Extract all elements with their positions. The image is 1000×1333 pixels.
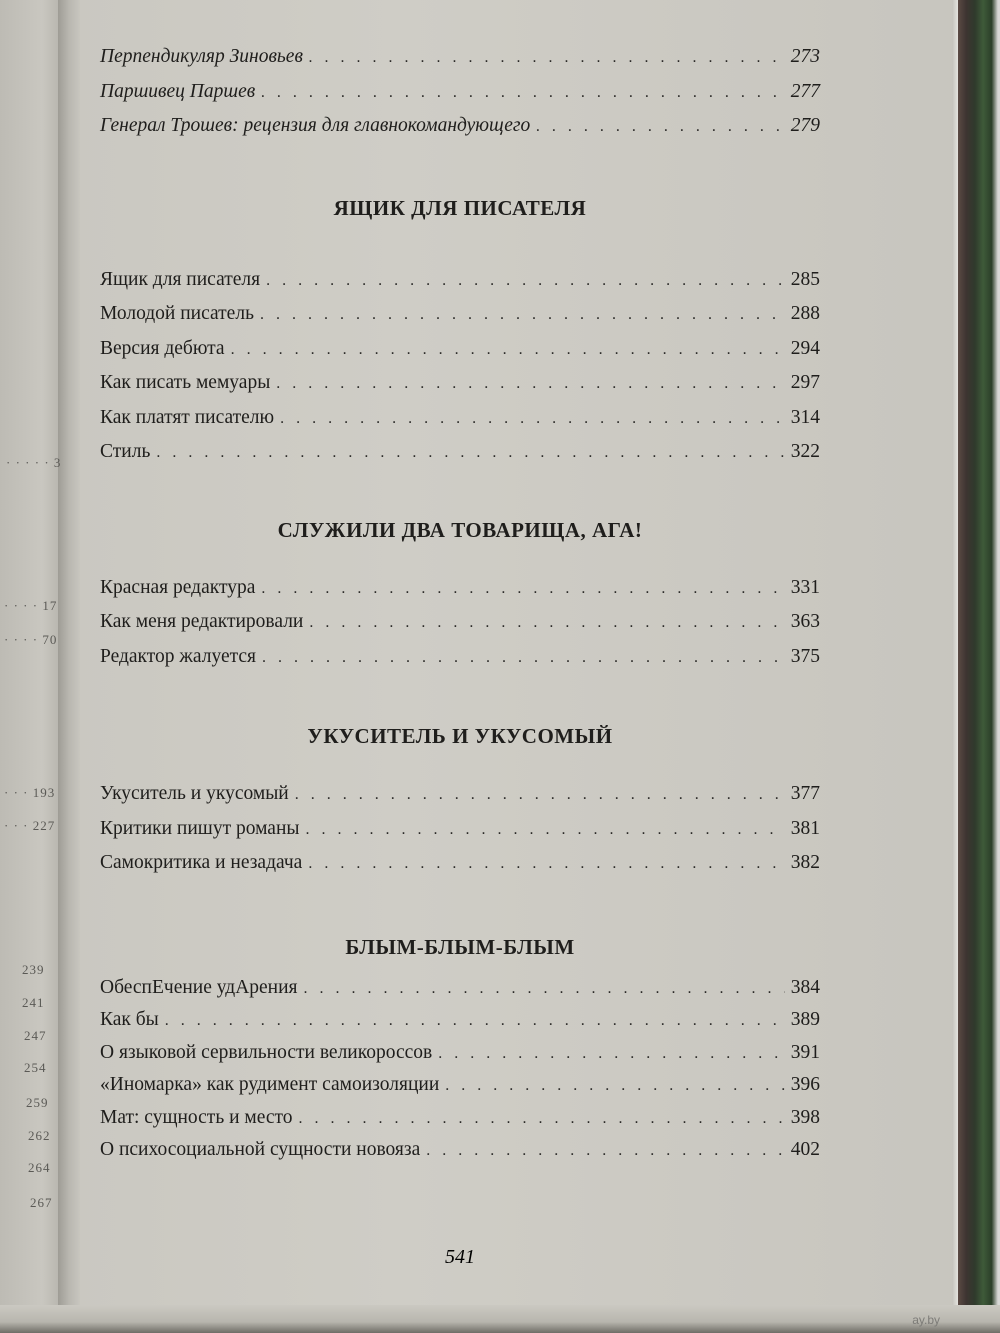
toc-entry-title: О психосоциальной сущности новояза <box>100 1139 421 1160</box>
toc-entry-title: Как платят писателю <box>100 406 275 428</box>
leader-dots <box>304 973 785 1006</box>
toc-entry <box>100 75 820 110</box>
leader-dots <box>165 1005 785 1038</box>
leader-dots <box>308 847 784 882</box>
toc-entry-title: Редактор жалуется <box>100 645 256 667</box>
toc-entry-page: 285 <box>790 268 820 290</box>
section-heading: БЛЫМ-БЛЫМ-БЛЫМ <box>345 934 575 959</box>
toc-entry-title: Критики пишут романы <box>100 817 300 839</box>
toc-entry-title: Как бы <box>100 1009 159 1030</box>
leader-dots <box>261 76 785 111</box>
toc-entry-page: 389 <box>790 1009 820 1030</box>
toc-section <box>100 196 820 470</box>
toc-entry <box>100 366 820 401</box>
toc-entry-page: 279 <box>790 115 820 136</box>
toc-entry <box>100 640 820 675</box>
toc-entry <box>100 846 820 881</box>
left-page-number: 259 <box>26 1095 49 1110</box>
toc-entry <box>100 571 820 606</box>
leader-dots <box>156 436 784 471</box>
toc-section <box>100 724 820 881</box>
toc-entry-page: 402 <box>790 1139 820 1160</box>
toc-entry-page: 331 <box>790 576 820 598</box>
page-number: 541 <box>445 1246 475 1268</box>
section-heading: ЯЩИК ДЛЯ ПИСАТЕЛЯ <box>333 195 587 220</box>
watermark: ay.by <box>912 1313 940 1327</box>
toc-section <box>100 40 820 144</box>
toc-entry <box>100 401 820 436</box>
toc-entry-title: Ящик для писателя <box>100 268 261 290</box>
leader-dots <box>276 367 784 402</box>
toc-entry-page: 381 <box>790 817 820 839</box>
toc-entry-title: Генерал Трошев: рецензия для главнокомандующего <box>100 115 531 136</box>
toc-entry <box>100 1102 820 1135</box>
left-page-number: · · · · 70 <box>4 632 58 647</box>
toc-entry-page: 294 <box>790 337 820 359</box>
toc-entry <box>100 1069 820 1102</box>
toc-entry <box>100 1134 820 1167</box>
toc-entry-title: Версия дебюта <box>100 337 225 359</box>
leader-dots <box>262 641 785 676</box>
toc-entry-page: 363 <box>790 611 820 632</box>
leader-dots <box>261 572 784 607</box>
left-page-number: · · · 227 <box>4 818 56 833</box>
left-page-number: 247 <box>24 1028 47 1043</box>
toc-entry-title: Как меня редактировали <box>100 611 304 632</box>
toc-entry-page: 277 <box>790 80 820 102</box>
toc-entry-page: 273 <box>790 46 820 67</box>
leader-dots <box>309 606 784 641</box>
toc-entry-page: 297 <box>790 372 820 393</box>
leader-dots <box>309 41 785 76</box>
toc-entry-title: Самокритика и незадача <box>100 852 303 873</box>
toc-entry-title: Перпендикуляр Зиновьев <box>100 46 303 67</box>
leader-dots <box>280 402 785 437</box>
toc-entry-page: 382 <box>790 852 820 873</box>
toc-entry <box>100 332 820 367</box>
toc-entry <box>100 777 820 812</box>
table-of-contents <box>100 40 820 1167</box>
toc-entry-page: 375 <box>790 645 820 667</box>
toc-entry <box>100 297 820 332</box>
left-page-number: · · · 193 <box>4 785 56 800</box>
toc-entry-title: «Иномарка» как рудимент самоизоляции <box>100 1074 440 1095</box>
toc-entry-title: Молодой писатель <box>100 303 254 324</box>
toc-entry <box>100 605 820 640</box>
leader-dots <box>536 110 785 145</box>
toc-entry <box>100 263 820 298</box>
leader-dots <box>445 1070 784 1103</box>
left-page-number: 241 <box>22 995 45 1010</box>
toc-entry-title: Мат: сущность и место <box>100 1106 293 1128</box>
toc-entry <box>100 40 820 75</box>
toc-entry-page: 391 <box>790 1041 820 1063</box>
toc-entry <box>100 972 820 1005</box>
leader-dots <box>306 813 785 848</box>
section-heading: УКУСИТЕЛЬ И УКУСОМЫЙ <box>307 724 613 748</box>
leader-dots <box>299 1103 785 1136</box>
left-page-number: 262 <box>28 1128 51 1143</box>
toc-entry-page: 398 <box>790 1106 820 1128</box>
leader-dots <box>266 264 785 299</box>
toc-entry <box>100 1037 820 1070</box>
toc-entry-page: 396 <box>790 1074 820 1095</box>
toc-entry-page: 322 <box>790 441 820 462</box>
toc-entry <box>100 435 820 470</box>
toc-entry-title: Как писать мемуары <box>100 372 271 393</box>
toc-entry <box>100 1004 820 1037</box>
toc-section <box>100 518 820 675</box>
leader-dots <box>231 333 785 368</box>
toc-entry-title: ОбеспЕчение удАрения <box>100 976 298 998</box>
left-page-number: · · · · 17 <box>4 598 58 613</box>
leader-dots <box>295 778 785 813</box>
toc-entry-page: 384 <box>790 976 820 998</box>
leader-dots <box>426 1135 785 1168</box>
toc-entry-title: Стиль <box>100 441 151 462</box>
leader-dots <box>260 298 785 333</box>
toc-entry-title: Укуситель и укусомый <box>100 783 289 804</box>
left-page-number: 254 <box>24 1060 47 1075</box>
book-cover-edge <box>958 0 1000 1333</box>
left-page-number: 267 <box>30 1195 53 1210</box>
section-heading: СЛУЖИЛИ ДВА ТОВАРИЩА, АГА! <box>277 517 643 542</box>
toc-entry-page: 377 <box>790 783 820 804</box>
toc-entry-page: 288 <box>790 303 820 324</box>
left-page-number: 239 <box>22 962 45 977</box>
toc-entry-title: Красная редактура <box>100 576 256 598</box>
toc-entry-title: Паршивец Паршев <box>100 80 256 102</box>
leader-dots <box>438 1038 785 1071</box>
left-page-number: 264 <box>28 1160 51 1175</box>
left-page-number: · · · · · 3 <box>6 455 62 470</box>
page-bottom-edge <box>0 1305 1000 1333</box>
toc-entry-page: 314 <box>790 406 820 428</box>
toc-entry <box>100 109 820 144</box>
toc-section <box>100 935 820 1167</box>
book-gutter <box>58 0 80 1333</box>
toc-entry-title: О языковой сервильности великороссов <box>100 1041 433 1063</box>
toc-entry <box>100 812 820 847</box>
